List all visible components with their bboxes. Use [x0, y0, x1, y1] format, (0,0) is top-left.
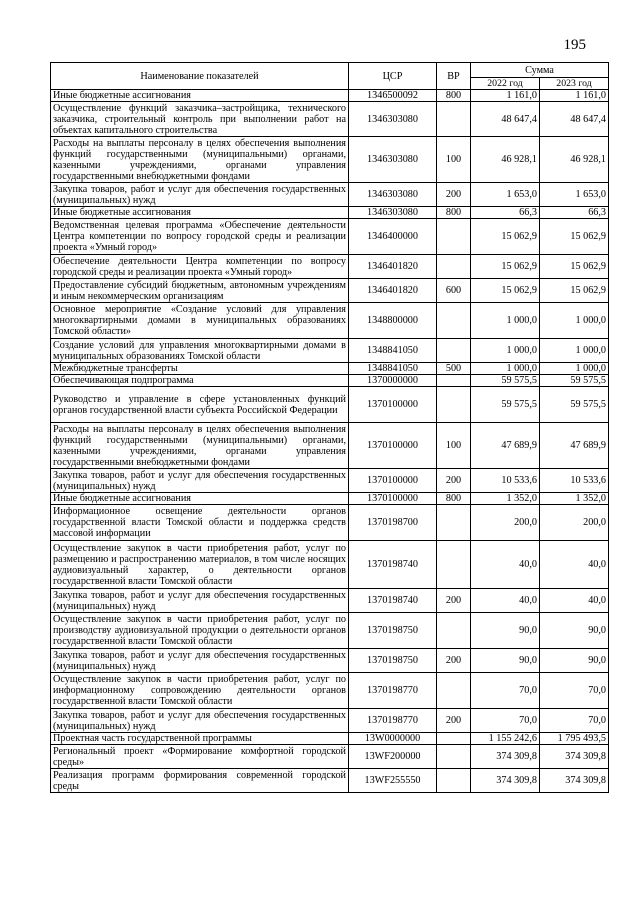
row-name-cell: Создание условий для управления многоквартирными домами в муниципальных образованиях Томской области [51, 339, 349, 363]
table-row [51, 279, 609, 303]
row-name-cell: Иные бюджетные ассигнования [51, 207, 349, 219]
row-sum-2022-cell: 10 533,6 [471, 469, 540, 493]
row-name-cell: Обеспечение деятельности Центра компетенции по вопросу городской среды и реализации проекта «Умный город» [51, 255, 349, 279]
row-vr-cell [437, 102, 471, 137]
row-csr-cell: 1346500092 [349, 90, 437, 102]
row-name-cell: Закупка товаров, работ и услуг для обеспечения государственных (муниципальных) нужд [51, 709, 349, 733]
row-sum-2022-cell: 40,0 [471, 589, 540, 613]
row-csr-cell: 1370198750 [349, 649, 437, 673]
header-sum: Сумма [471, 63, 609, 78]
row-sum-2023-cell: 70,0 [540, 709, 609, 733]
row-csr-cell: 1348841050 [349, 363, 437, 375]
row-csr-cell: 1370198740 [349, 541, 437, 589]
table-row [51, 90, 609, 102]
row-vr-cell [437, 733, 471, 745]
row-csr-cell: 13WF200000 [349, 745, 437, 769]
row-vr-cell [437, 613, 471, 649]
header-year-2023: 2023 год [540, 78, 609, 90]
row-name-cell: Иные бюджетные ассигнования [51, 90, 349, 102]
row-csr-cell: 1346303080 [349, 137, 437, 183]
row-vr-cell [437, 387, 471, 423]
row-sum-2022-cell: 200,0 [471, 505, 540, 541]
row-vr-cell: 800 [437, 207, 471, 219]
row-sum-2022-cell: 90,0 [471, 649, 540, 673]
row-vr-cell: 200 [437, 183, 471, 207]
row-csr-cell: 1346400000 [349, 219, 437, 255]
table-row [51, 505, 609, 541]
row-name-cell: Осуществление закупок в части приобретения работ, услуг по информационному сопровождению деятельности органов государственной власти Томской области [51, 673, 349, 709]
row-sum-2023-cell: 46 928,1 [540, 137, 609, 183]
table-row [51, 219, 609, 255]
row-csr-cell: 1346303080 [349, 207, 437, 219]
table-header [51, 63, 609, 90]
table-row [51, 709, 609, 733]
table-row [51, 745, 609, 769]
table-row [51, 649, 609, 673]
row-sum-2022-cell: 70,0 [471, 673, 540, 709]
row-sum-2023-cell: 374 309,8 [540, 745, 609, 769]
row-vr-cell: 200 [437, 589, 471, 613]
header-name: Наименование показателей [51, 63, 349, 90]
table-row [51, 589, 609, 613]
table-row [51, 423, 609, 469]
row-sum-2022-cell: 1 161,0 [471, 90, 540, 102]
row-vr-cell: 800 [437, 90, 471, 102]
row-vr-cell [437, 769, 471, 793]
row-name-cell: Основное мероприятие «Создание условий для управления многоквартирными домами в муниципальных образованиях Томской области» [51, 303, 349, 339]
row-name-cell: Предоставление субсидий бюджетным, автономным учреждениям и иным некоммерческим организациям [51, 279, 349, 303]
table-row [51, 613, 609, 649]
row-csr-cell: 1370198700 [349, 505, 437, 541]
row-vr-cell [437, 219, 471, 255]
header-csr: ЦСР [349, 63, 437, 90]
row-sum-2023-cell: 59 575,5 [540, 375, 609, 387]
row-sum-2023-cell: 200,0 [540, 505, 609, 541]
row-csr-cell: 1346401820 [349, 279, 437, 303]
row-sum-2022-cell: 1 000,0 [471, 363, 540, 375]
row-sum-2022-cell: 15 062,9 [471, 219, 540, 255]
row-csr-cell: 1370100000 [349, 493, 437, 505]
row-sum-2022-cell: 374 309,8 [471, 769, 540, 793]
row-sum-2023-cell: 1 000,0 [540, 363, 609, 375]
row-vr-cell: 200 [437, 649, 471, 673]
table-row [51, 183, 609, 207]
row-sum-2023-cell: 90,0 [540, 649, 609, 673]
table-row [51, 102, 609, 137]
row-name-cell: Информационное освещение деятельности органов государственной власти Томской области и поддержка средств массовой информации [51, 505, 349, 541]
table-row [51, 375, 609, 387]
table-row [51, 541, 609, 589]
table-body [51, 90, 609, 793]
row-sum-2022-cell: 48 647,4 [471, 102, 540, 137]
row-csr-cell: 1370100000 [349, 387, 437, 423]
row-sum-2022-cell: 47 689,9 [471, 423, 540, 469]
row-csr-cell: 1370198750 [349, 613, 437, 649]
row-sum-2023-cell: 40,0 [540, 541, 609, 589]
table-row [51, 363, 609, 375]
row-sum-2023-cell: 15 062,9 [540, 219, 609, 255]
row-csr-cell: 1348841050 [349, 339, 437, 363]
row-name-cell: Реализация программ формирования современной городской среды [51, 769, 349, 793]
header-year-2022: 2022 год [471, 78, 540, 90]
row-csr-cell: 1370198740 [349, 589, 437, 613]
row-name-cell: Закупка товаров, работ и услуг для обеспечения государственных (муниципальных) нужд [51, 589, 349, 613]
table-row [51, 733, 609, 745]
row-vr-cell [437, 541, 471, 589]
row-sum-2022-cell: 90,0 [471, 613, 540, 649]
row-vr-cell: 100 [437, 137, 471, 183]
row-name-cell: Обеспечивающая подпрограмма [51, 375, 349, 387]
row-vr-cell [437, 745, 471, 769]
row-vr-cell: 800 [437, 493, 471, 505]
row-name-cell: Закупка товаров, работ и услуг для обеспечения государственных (муниципальных) нужд [51, 469, 349, 493]
row-csr-cell: 1370100000 [349, 423, 437, 469]
row-vr-cell: 100 [437, 423, 471, 469]
row-sum-2022-cell: 1 000,0 [471, 303, 540, 339]
row-sum-2023-cell: 1 352,0 [540, 493, 609, 505]
row-sum-2022-cell: 374 309,8 [471, 745, 540, 769]
row-name-cell: Закупка товаров, работ и услуг для обеспечения государственных (муниципальных) нужд [51, 183, 349, 207]
row-csr-cell: 13WF255550 [349, 769, 437, 793]
row-name-cell: Расходы на выплаты персоналу в целях обеспечения выполнения функций государственными (муниципальными) органами, казенными учреждениями, органами управления государственными внебюджетными фондами [51, 137, 349, 183]
row-sum-2022-cell: 59 575,5 [471, 375, 540, 387]
row-sum-2023-cell: 1 000,0 [540, 339, 609, 363]
row-name-cell: Осуществление закупок в части приобретения работ, услуг по производству аудиовизуальной продукции о деятельности органов государственной власти Томской области [51, 613, 349, 649]
row-name-cell: Закупка товаров, работ и услуг для обеспечения государственных (муниципальных) нужд [51, 649, 349, 673]
row-vr-cell [437, 505, 471, 541]
row-name-cell: Осуществление функций заказчика–застройщика, технического заказчика, строительный контроль при выполнении работ на объектах капитального строительства [51, 102, 349, 137]
row-vr-cell [437, 303, 471, 339]
row-sum-2023-cell: 47 689,9 [540, 423, 609, 469]
budget-table [50, 62, 609, 793]
row-vr-cell [437, 339, 471, 363]
row-sum-2023-cell: 48 647,4 [540, 102, 609, 137]
page-number: 195 [563, 37, 586, 53]
row-csr-cell: 1346401820 [349, 255, 437, 279]
row-sum-2022-cell: 1 352,0 [471, 493, 540, 505]
table-row [51, 469, 609, 493]
row-sum-2023-cell: 15 062,9 [540, 255, 609, 279]
row-vr-cell: 200 [437, 709, 471, 733]
row-sum-2022-cell: 1 653,0 [471, 183, 540, 207]
row-csr-cell: 1370198770 [349, 673, 437, 709]
row-vr-cell: 500 [437, 363, 471, 375]
row-sum-2023-cell: 10 533,6 [540, 469, 609, 493]
table-row [51, 493, 609, 505]
table-row [51, 137, 609, 183]
table-row [51, 255, 609, 279]
row-sum-2022-cell: 40,0 [471, 541, 540, 589]
row-csr-cell: 1348800000 [349, 303, 437, 339]
row-name-cell: Межбюджетные трансферты [51, 363, 349, 375]
row-name-cell: Ведомственная целевая программа «Обеспечение деятельности Центра компетенции по вопросу городской среды и реализации проекта «Умный город» [51, 219, 349, 255]
table-row [51, 673, 609, 709]
row-vr-cell [437, 673, 471, 709]
row-csr-cell: 1346303080 [349, 183, 437, 207]
row-sum-2023-cell: 70,0 [540, 673, 609, 709]
row-vr-cell: 200 [437, 469, 471, 493]
row-sum-2022-cell: 66,3 [471, 207, 540, 219]
row-sum-2022-cell: 1 155 242,6 [471, 733, 540, 745]
row-sum-2023-cell: 40,0 [540, 589, 609, 613]
row-sum-2022-cell: 1 000,0 [471, 339, 540, 363]
row-name-cell: Осуществление закупок в части приобретения работ, услуг по размещению и распространению материалов, в том числе носящих аудиовизуальный характер, о деятельности органов государственной власти Томской области [51, 541, 349, 589]
table-row [51, 207, 609, 219]
row-csr-cell: 1346303080 [349, 102, 437, 137]
row-sum-2023-cell: 374 309,8 [540, 769, 609, 793]
row-name-cell: Региональный проект «Формирование комфортной городской среды» [51, 745, 349, 769]
row-sum-2023-cell: 66,3 [540, 207, 609, 219]
row-sum-2023-cell: 1 000,0 [540, 303, 609, 339]
row-sum-2022-cell: 15 062,9 [471, 255, 540, 279]
row-name-cell: Иные бюджетные ассигнования [51, 493, 349, 505]
row-vr-cell: 600 [437, 279, 471, 303]
row-sum-2022-cell: 46 928,1 [471, 137, 540, 183]
row-csr-cell: 1370198770 [349, 709, 437, 733]
row-name-cell: Руководство и управление в сфере установленных функций органов государственной власти субъекта Российской Федерации [51, 387, 349, 423]
row-sum-2023-cell: 1 795 493,5 [540, 733, 609, 745]
table-row [51, 303, 609, 339]
row-sum-2022-cell: 59 575,5 [471, 387, 540, 423]
table-row [51, 769, 609, 793]
row-csr-cell: 1370100000 [349, 469, 437, 493]
row-sum-2022-cell: 15 062,9 [471, 279, 540, 303]
row-name-cell: Проектная часть государственной программы [51, 733, 349, 745]
row-csr-cell: 13W0000000 [349, 733, 437, 745]
header-vr: ВР [437, 63, 471, 90]
row-sum-2022-cell: 70,0 [471, 709, 540, 733]
row-name-cell: Расходы на выплаты персоналу в целях обеспечения выполнения функций государственными (муниципальными) органами, казенными учреждениями, органами управления государственными внебюджетными фондами [51, 423, 349, 469]
row-sum-2023-cell: 15 062,9 [540, 279, 609, 303]
row-sum-2023-cell: 1 653,0 [540, 183, 609, 207]
row-sum-2023-cell: 90,0 [540, 613, 609, 649]
row-vr-cell [437, 255, 471, 279]
table-row [51, 339, 609, 363]
table-row [51, 387, 609, 423]
row-csr-cell: 1370000000 [349, 375, 437, 387]
row-sum-2023-cell: 1 161,0 [540, 90, 609, 102]
row-sum-2023-cell: 59 575,5 [540, 387, 609, 423]
row-vr-cell [437, 375, 471, 387]
